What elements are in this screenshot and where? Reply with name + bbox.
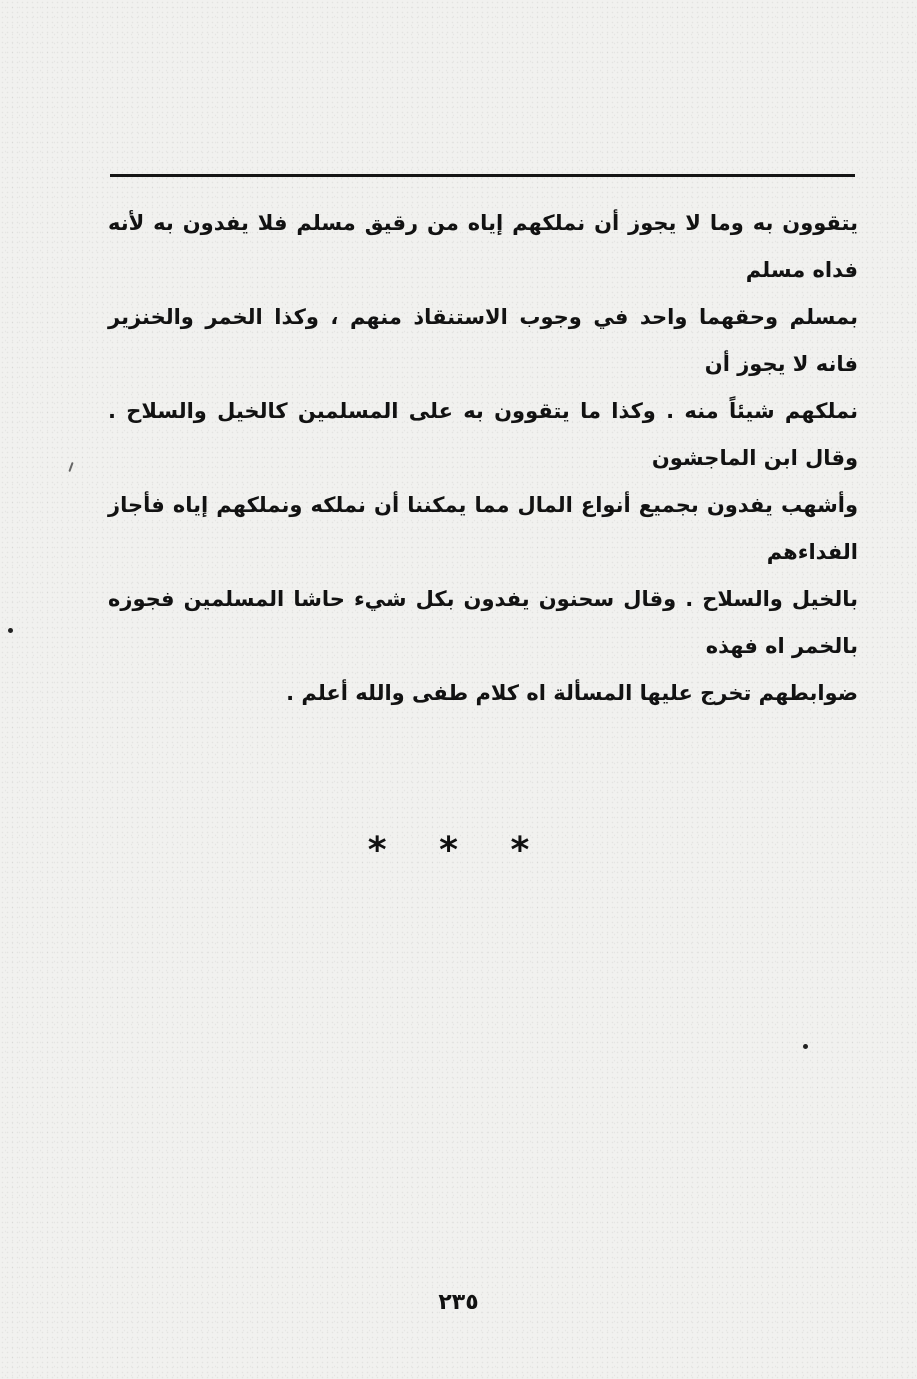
page-number: ٢٣٥ — [438, 1290, 479, 1315]
text-line: وأشهب يفدون بجميع أنواع المال مما يمكننا أن نملكه ونملكهم إياه فأجاز الفداءهم — [108, 493, 858, 564]
footnote-text — [108, 200, 858, 717]
text-line: بالخيل والسلاح . وقال سحنون يفدون بكل شيء حاشا المسلمين فجوزه بالخمر اه فهذه — [108, 587, 858, 658]
ink-speck — [803, 1044, 808, 1049]
ink-speck — [8, 628, 13, 633]
text-line: بمسلم وحقهما واحد في وجوب الاستنقاذ منهم ، وكذا الخمر والخنزير فانه لا يجوز أن — [108, 305, 858, 376]
ink-mark — [68, 462, 73, 472]
section-end-asterisks: * * * — [367, 830, 550, 871]
text-line: ضوابطهم تخرج عليها المسألة اه كلام طفى والله أعلم . — [286, 681, 858, 705]
text-line: نملكهم شيئاً منه . وكذا ما يتقوون به على المسلمين كالخيل والسلاح . وقال ابن الماجشون — [108, 399, 858, 470]
footnote-separator-rule — [110, 174, 855, 177]
text-line: يتقوون به وما لا يجوز أن نملكهم إياه من رقيق مسلم فلا يفدون به لأنه فداه مسلم — [108, 211, 858, 282]
